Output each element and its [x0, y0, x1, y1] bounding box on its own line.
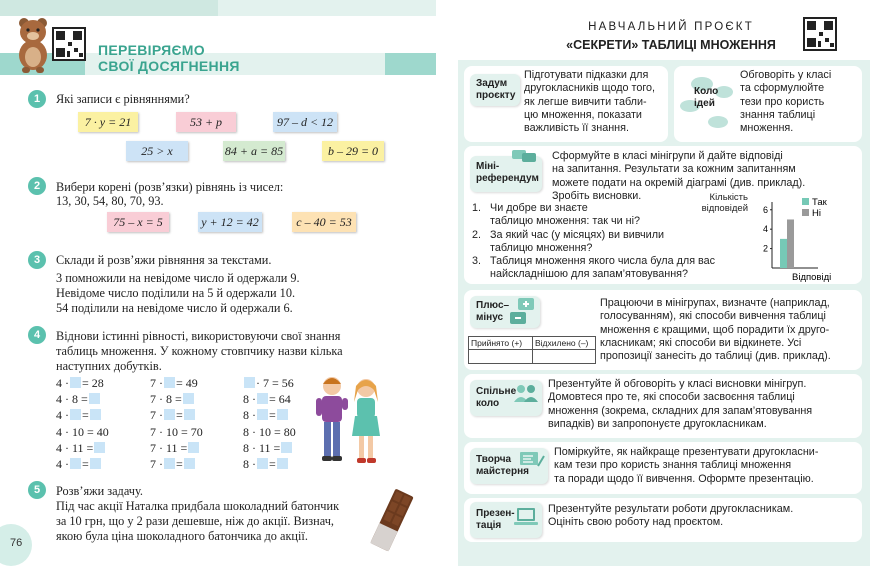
equation-card[interactable]: 25 > x	[126, 141, 188, 161]
task3-line: 54 поділили на невідоме число й одержали 6.	[56, 301, 293, 315]
section-title	[98, 42, 240, 74]
row-text-left: 8 ·	[243, 457, 256, 471]
plus-minus-card	[464, 290, 862, 370]
row-text-left: 4 · 11 =	[56, 440, 94, 455]
multiplication-row	[56, 392, 101, 407]
row-text-left: 8 · 10 = 80	[243, 424, 296, 439]
answer-box[interactable]	[281, 442, 292, 453]
common-circle-card	[464, 374, 862, 438]
task3-line: Невідоме число поділили на 5 й одержали 10.	[56, 286, 296, 300]
row-text-right: · 7 = 56	[256, 376, 294, 390]
multiplication-row	[243, 441, 293, 456]
multiplication-row	[150, 392, 195, 407]
equation-card[interactable]: 75 – x = 5	[107, 212, 169, 232]
project-idea-card	[464, 66, 668, 142]
task-number: 3	[28, 251, 46, 269]
multiplication-row	[56, 408, 102, 423]
presentation-text: Презентуйте результати роботи другокласникам. Оцініть свою роботу над проєктом.	[548, 503, 794, 529]
chart-y-label: Кількість відповідей	[701, 192, 748, 214]
row-text-left: 4 · 8 =	[56, 392, 88, 407]
row-text-left: 8 ·	[243, 392, 256, 407]
mini-referendum-label: Міні- референдум	[470, 156, 542, 192]
page-number-badge	[0, 524, 32, 566]
legend-label: Так	[812, 197, 827, 208]
presentation-card	[464, 498, 862, 542]
row-text-left: 4 ·	[56, 457, 69, 471]
row-text-left: 7 · 10 = 70	[150, 424, 203, 439]
task1-question: Які записи є рівняннями?	[56, 92, 190, 106]
answer-box[interactable]	[257, 409, 268, 420]
chocolate-bar-icon	[372, 486, 412, 554]
qr-code-icon[interactable]	[52, 27, 86, 61]
equation-card[interactable]: y + 12 = 42	[198, 212, 262, 232]
equation-card[interactable]: b – 29 = 0	[322, 141, 384, 161]
row-text-right: =	[82, 408, 89, 423]
top-decor-band	[0, 0, 436, 16]
children-illustration	[312, 372, 390, 468]
legend-swatch	[802, 209, 809, 216]
mini-referendum-card	[464, 146, 862, 284]
chart-bar-no	[787, 219, 794, 268]
laptop-icon	[514, 508, 538, 528]
circle-of-ideas-card	[674, 66, 862, 142]
referendum-chart	[760, 196, 860, 286]
task-number: 4	[28, 326, 46, 344]
creative-workshop-label: Творча майстерня	[470, 448, 548, 484]
task5-title: Розв’яжи задачу.	[56, 484, 143, 498]
task4-line: наступних добутків.	[56, 359, 162, 373]
chart-bar-yes	[780, 239, 787, 268]
task2-line1: Вибери корені (розв’язки) рівнянь із чисел:	[56, 180, 284, 194]
answer-box[interactable]	[164, 409, 175, 420]
row-text-left: 7 · 11 =	[150, 440, 188, 455]
chart-y-tick-label: 4	[762, 224, 768, 235]
presentation-label: Презен- тація	[470, 502, 542, 538]
legend-label: Ні	[812, 208, 821, 219]
answer-box[interactable]	[277, 458, 288, 469]
bear-mascot-icon	[14, 15, 54, 73]
multiplication-row	[243, 392, 291, 407]
task3-line: 3 помножили на невідоме число й одержали 9.	[56, 271, 300, 285]
page-number: 76	[10, 537, 23, 549]
answer-box[interactable]	[277, 409, 288, 420]
answer-box[interactable]	[89, 393, 100, 404]
answer-box[interactable]	[184, 409, 195, 420]
row-text-right: = 49	[176, 376, 198, 390]
row-text-left: 7 ·	[150, 408, 163, 423]
project-idea-label: Задум проєкту	[470, 74, 520, 106]
answer-box[interactable]	[70, 409, 81, 420]
row-text-left: 7 ·	[150, 376, 163, 390]
multiplication-row	[150, 425, 203, 440]
plus-minus-icon	[510, 298, 536, 326]
row-text-right: = 28	[82, 376, 104, 390]
project-title: «СЕКРЕТИ» ТАБЛИЦІ МНОЖЕННЯ	[566, 38, 776, 52]
right-page	[436, 0, 870, 566]
qr-code-icon[interactable]	[803, 17, 837, 51]
answer-box[interactable]	[164, 377, 175, 388]
row-text-left: 4 ·	[56, 376, 69, 390]
equation-card[interactable]: 84 + a = 85	[223, 141, 285, 161]
task3-question: Склади й розв’яжи рівняння за текстами.	[56, 253, 272, 267]
row-text-left: 4 ·	[56, 408, 69, 423]
common-circle-label: Спільне коло	[470, 380, 542, 416]
chart-x-label: Відповіді	[792, 272, 832, 283]
people-icon	[514, 384, 538, 402]
multiplication-row	[56, 425, 109, 440]
mini-referendum-text: Сформуйте в класі мінігрупи й дайте відповіді на запитання. Результати за кожним запитанням можете подати на окремій діаграмі (див. приклад). Зробіть висновки.	[552, 150, 806, 202]
task4-line: Віднови істинні рівності, використовуючи свої знання	[56, 329, 341, 343]
presentation-board-icon	[520, 452, 544, 470]
answer-box[interactable]	[183, 393, 194, 404]
plus-minus-text: Працюючи в мінігрупах, визначте (наприклад, голосуванням), які способи вивчення таблиці множення є кращими, щоб порадити їх друго- класникам; які способи ви відкинете. Усі пропозиції занесіть до таблиці (див. приклад).	[600, 297, 831, 363]
multiplication-row	[243, 376, 294, 391]
referendum-questions: 1. Чи добре ви знаєте таблицю множення: так чи ні? 2. За який час (у місяцях) ви вивчили таблицю множення? 3. Таблиця множення якого числа була для вас найскладнішою для запам’ятовування?	[472, 202, 716, 281]
task4-line: таблиць множення. У кожному стовпчику назви кілька	[56, 344, 343, 358]
answer-box[interactable]	[257, 458, 268, 469]
circle-of-ideas-label: Коло ідей	[694, 86, 719, 109]
answer-box[interactable]	[184, 458, 195, 469]
task5-line: Під час акції Наталка придбала шоколадний батончик	[56, 499, 340, 513]
chat-icon	[512, 150, 536, 164]
chart-y-tick-label: 6	[762, 204, 768, 215]
row-text-left: 4 · 10 = 40	[56, 424, 109, 439]
multiplication-row	[56, 376, 104, 391]
answer-box[interactable]	[70, 377, 81, 388]
creative-workshop-card	[464, 442, 862, 494]
task-number: 5	[28, 481, 46, 499]
table-header-rejected: Відхилено (–)	[535, 338, 589, 348]
creative-workshop-text: Поміркуйте, як найкраще презентувати другокласни- кам тези про користь знання таблиці множення та поради щодо її вивчення. Оформте презентацію.	[554, 446, 819, 485]
row-text-right: =	[176, 408, 183, 423]
row-text-right: =	[269, 457, 276, 471]
task2-line2: 13, 30, 54, 80, 70, 93.	[56, 194, 164, 208]
circle-of-ideas-text: Обговоріть у класі та сформулюйте тези про користь знання таблиці множення.	[740, 69, 832, 135]
row-text-right: =	[269, 408, 276, 423]
answer-box[interactable]	[90, 409, 101, 420]
multiplication-row	[243, 457, 289, 472]
equation-card[interactable]: 97 – d < 12	[273, 112, 337, 132]
task-number: 2	[28, 177, 46, 195]
row-text-left: 7 ·	[150, 457, 163, 471]
title-line-2: СВОЇ ДОСЯГНЕННЯ	[98, 58, 240, 74]
row-text-right: =	[82, 457, 89, 471]
multiplication-row	[56, 457, 102, 472]
row-text-left: 8 ·	[243, 408, 256, 423]
project-subtitle: НАВЧАЛЬНИЙ ПРОЄКТ	[588, 21, 754, 33]
equation-card[interactable]: c – 40 = 53	[292, 212, 356, 232]
answer-box[interactable]	[244, 377, 255, 388]
task-number: 1	[28, 90, 46, 108]
plus-minus-label: Плюс– мінус	[470, 296, 540, 328]
multiplication-row	[150, 441, 200, 456]
answer-box[interactable]	[94, 442, 105, 453]
answer-box[interactable]	[257, 393, 268, 404]
equation-card[interactable]: 7 · y = 21	[78, 112, 138, 132]
answer-box[interactable]	[164, 458, 175, 469]
chart-y-tick-label: 2	[762, 243, 768, 254]
equation-card[interactable]: 53 + p	[176, 112, 236, 132]
answer-box[interactable]	[70, 458, 81, 469]
row-text-left: 8 · 11 =	[243, 440, 281, 455]
answer-box[interactable]	[90, 458, 101, 469]
table-header-accepted: Прийнято (+)	[469, 337, 533, 349]
multiplication-row	[150, 457, 196, 472]
row-text-right: =	[176, 457, 183, 471]
common-circle-text: Презентуйте й обговоріть у класі висновки мінігруп. Домовтеся про те, які способи засвоєння таблиці множення (зокрема, складних для запам’ятовування випадків) ви запропонуєте другокласникам.	[548, 378, 813, 430]
row-text-left: 7 · 8 =	[150, 392, 182, 407]
legend-swatch	[802, 198, 809, 205]
row-text-right: = 64	[269, 392, 291, 407]
multiplication-row	[150, 376, 198, 391]
multiplication-row	[243, 425, 296, 440]
title-line-1: ПЕРЕВІРЯЄМО	[98, 42, 205, 58]
multiplication-row	[243, 408, 289, 423]
plus-minus-table	[468, 336, 596, 364]
task5-line: якою була ціна шоколадного батончика до акції.	[56, 529, 308, 543]
answer-box[interactable]	[188, 442, 199, 453]
project-idea-text: Підготувати підказки для другокласників щодо того, як легше вивчити табли- цю множення, показати важливість її знання.	[524, 69, 656, 135]
multiplication-row	[56, 441, 106, 456]
multiplication-row	[150, 408, 196, 423]
task5-line: за 10 грн, що у 2 рази дешевше, ніж до акції. Визнач,	[56, 514, 334, 528]
